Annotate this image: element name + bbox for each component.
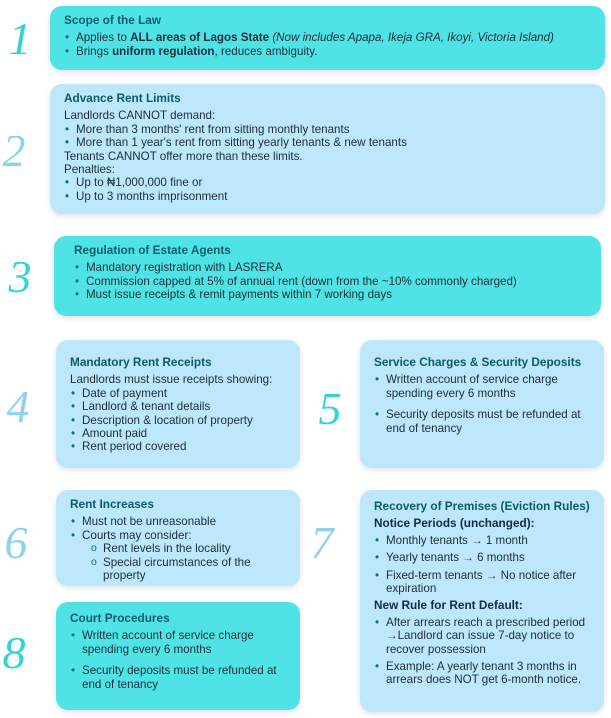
section-number-1: 1: [8, 13, 32, 64]
list-item: • More than 1 year's rent from sitting yearly tenants & new tenants: [64, 136, 595, 149]
card-regulation-of-estate-agents: [54, 236, 601, 316]
notice-periods-heading: Notice Periods (unchanged):: [374, 516, 535, 531]
section-number-4: 4: [6, 381, 30, 432]
card-rent-increases: [56, 490, 300, 586]
section-number-6: 6: [4, 517, 28, 568]
list-item: • Monthly tenants → 1 month: [374, 534, 594, 547]
card-advance-rent-limits: Advance Rent Limits Landlords CANNOT demand: • More than 3 months' rent from sitting monthly tenants • More than 1 year's rent from sitting yearly tenants & new tenants Tenants CANNOT offer more than these limits. Penalties: • Up to ₦1,000,000 fine or • Up to 3 months imprisonment: [50, 84, 605, 214]
section-number-2: 2: [2, 125, 26, 176]
list-item: • Rent period covered: [70, 440, 290, 453]
list-item: • Written account of service charge spending every 6 months: [374, 373, 594, 400]
card-title: Recovery of Premises (Eviction Rules): [374, 499, 590, 513]
card-service-charges-security-deposits: [360, 340, 604, 468]
section-number-8: 8: [2, 627, 26, 678]
section-number-7: 7: [310, 517, 334, 568]
list-item: • Courts may consider:: [70, 529, 290, 542]
list-item: • Yearly tenants → 6 months: [374, 551, 594, 564]
list-item: • Security deposits must be refunded at end of tenancy: [374, 408, 594, 435]
list-item: • Mandatory registration with LASRERA: [74, 261, 591, 274]
card-title: Mandatory Rent Receipts: [70, 355, 212, 369]
list-item: • Landlord & tenant details: [70, 400, 290, 413]
list-item: • Must not be unreasonable: [70, 515, 290, 528]
list-item: o Rent levels in the locality: [70, 542, 290, 555]
rent-default-heading: New Rule for Rent Default:: [374, 598, 523, 613]
card-title: Scope of the Law: [64, 13, 162, 27]
card-title: Advance Rent Limits: [64, 91, 181, 105]
list-item: • Up to 3 months imprisonment: [64, 190, 595, 203]
section-number-3: 3: [8, 251, 32, 302]
list-item: • Up to ₦1,000,000 fine or: [64, 176, 595, 189]
card-title: Rent Increases: [70, 497, 154, 511]
list-item: • Applies to ALL areas of Lagos State (Now includes Apapa, Ikeja GRA, Ikoyi, Victoria Island): [64, 31, 595, 44]
list-item: • Commission capped at 5% of annual rent (down from the ~10% commonly charged): [74, 275, 591, 288]
list-item: • Amount paid: [70, 427, 290, 440]
list-item: • Example: A yearly tenant 3 months in arrears does NOT get 6-month notice.: [374, 660, 594, 687]
card-court-procedures: [56, 602, 300, 710]
list-item: • Date of payment: [70, 387, 290, 400]
list-item: • Fixed-term tenants → No notice after expiration: [374, 569, 594, 596]
section-number-5: 5: [318, 383, 342, 434]
card-recovery-of-premises: [360, 490, 604, 712]
list-item: • Brings uniform regulation, reduces ambiguity.: [64, 45, 595, 58]
list-item: • Security deposits must be refunded at end of tenancy: [70, 664, 290, 691]
card-scope-of-the-law: [50, 6, 605, 70]
card-title: Regulation of Estate Agents: [74, 243, 231, 257]
card-mandatory-rent-receipts: Mandatory Rent Receipts Landlords must issue receipts showing: • Date of payment • Landlord & tenant details • Description & location of property • Amount paid • Rent period covered: [56, 340, 300, 468]
list-item: • Written account of service charge spending every 6 months: [70, 629, 290, 656]
list-item: o Special circumstances of the property: [70, 556, 290, 583]
list-item: • More than 3 months' rent from sitting monthly tenants: [64, 123, 595, 136]
list-item: • Must issue receipts & remit payments within 7 working days: [74, 288, 591, 301]
list-item: • Description & location of property: [70, 414, 290, 427]
card-title: Court Procedures: [70, 611, 170, 625]
list-item: • After arrears reach a prescribed period →Landlord can issue 7-day notice to recover possession: [374, 616, 594, 656]
card-title: Service Charges & Security Deposits: [374, 355, 582, 369]
